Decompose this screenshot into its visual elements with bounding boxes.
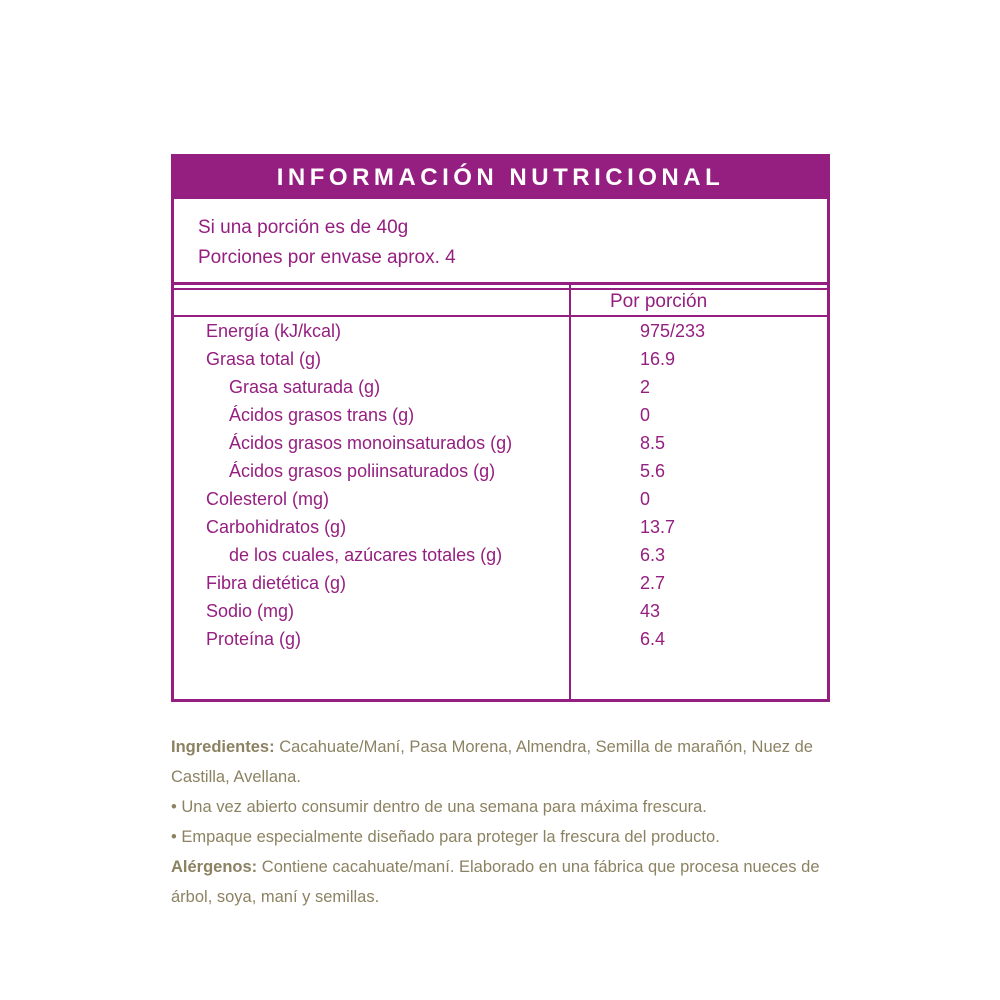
nutrient-value: 5.6: [640, 461, 666, 481]
nutrient-name: Ácidos grasos trans (g): [229, 405, 415, 425]
nutrient-row: [174, 458, 827, 486]
nutrient-name: Ácidos grasos monoinsaturados (g): [229, 433, 513, 453]
serving-size: Si una porción es de 40g: [198, 217, 409, 238]
nutrition-facts-panel: [171, 154, 830, 702]
nutrient-name: Ácidos grasos poliinsaturados (g): [229, 461, 496, 481]
nutrient-name: Proteína (g): [206, 629, 302, 649]
nutrient-table: [174, 318, 827, 654]
nutrient-name: Fibra dietética (g): [206, 573, 347, 593]
nutrient-value: 0: [640, 405, 651, 425]
nutrient-row: [174, 570, 827, 598]
allergens-label: Alérgenos:: [171, 858, 258, 876]
nutrient-name: Grasa saturada (g): [229, 377, 381, 397]
nutrient-value: 2.7: [640, 573, 666, 593]
per-serving-header: Por porción: [610, 291, 708, 312]
storage-note: • Una vez abierto consumir dentro de una semana para máxima frescura.: [171, 798, 707, 816]
nutrient-value: 16.9: [640, 349, 676, 369]
nutrient-row: [174, 486, 827, 514]
nutrient-value: 2: [640, 377, 651, 397]
product-notes: [171, 732, 851, 912]
nutrient-row: [174, 430, 827, 458]
nutrient-row: [174, 318, 827, 346]
nutrient-value: 6.3: [640, 545, 666, 565]
ingredients-label: Ingredientes:: [171, 738, 275, 756]
nutrient-value: 975/233: [640, 321, 706, 341]
nutrient-row: [174, 402, 827, 430]
nutrient-row: [174, 374, 827, 402]
nutrient-value: 0: [640, 489, 651, 509]
nutrient-row: [174, 346, 827, 374]
servings-per-container: Porciones por envase aprox. 4: [198, 247, 456, 268]
allergens-text: Contiene cacahuate/maní. Elaborado en una fábrica que procesa nueces de árbol, soya, maní y semillas.: [171, 858, 820, 906]
nutrient-name: Sodio (mg): [206, 601, 295, 621]
divider-line: [174, 315, 827, 317]
nutrient-name: Energía (kJ/kcal): [206, 321, 342, 341]
nutrient-name: Colesterol (mg): [206, 489, 330, 509]
allergens: [171, 852, 851, 912]
ingredients-text: Cacahuate/Maní, Pasa Morena, Almendra, Semilla de marañón, Nuez de Castilla, Avellana.: [171, 738, 813, 786]
serving-info: [174, 199, 827, 285]
nutrient-row: [174, 514, 827, 542]
packaging-note: • Empaque especialmente diseñado para proteger la frescura del producto.: [171, 828, 720, 846]
nutrient-name: de los cuales, azúcares totales (g): [229, 545, 503, 565]
nutrient-value: 13.7: [640, 517, 676, 537]
nutrient-value: 8.5: [640, 433, 666, 453]
ingredients: [171, 732, 851, 792]
panel-title: INFORMACIÓN NUTRICIONAL: [174, 157, 827, 199]
nutrient-value: 6.4: [640, 629, 666, 649]
nutrient-value: 43: [640, 601, 661, 621]
nutrient-row: [174, 598, 827, 626]
nutrient-name: Grasa total (g): [206, 349, 322, 369]
nutrient-row: [174, 542, 827, 570]
nutrient-row: [174, 626, 827, 654]
nutrient-name: Carbohidratos (g): [206, 517, 347, 537]
divider-line: [174, 288, 827, 290]
